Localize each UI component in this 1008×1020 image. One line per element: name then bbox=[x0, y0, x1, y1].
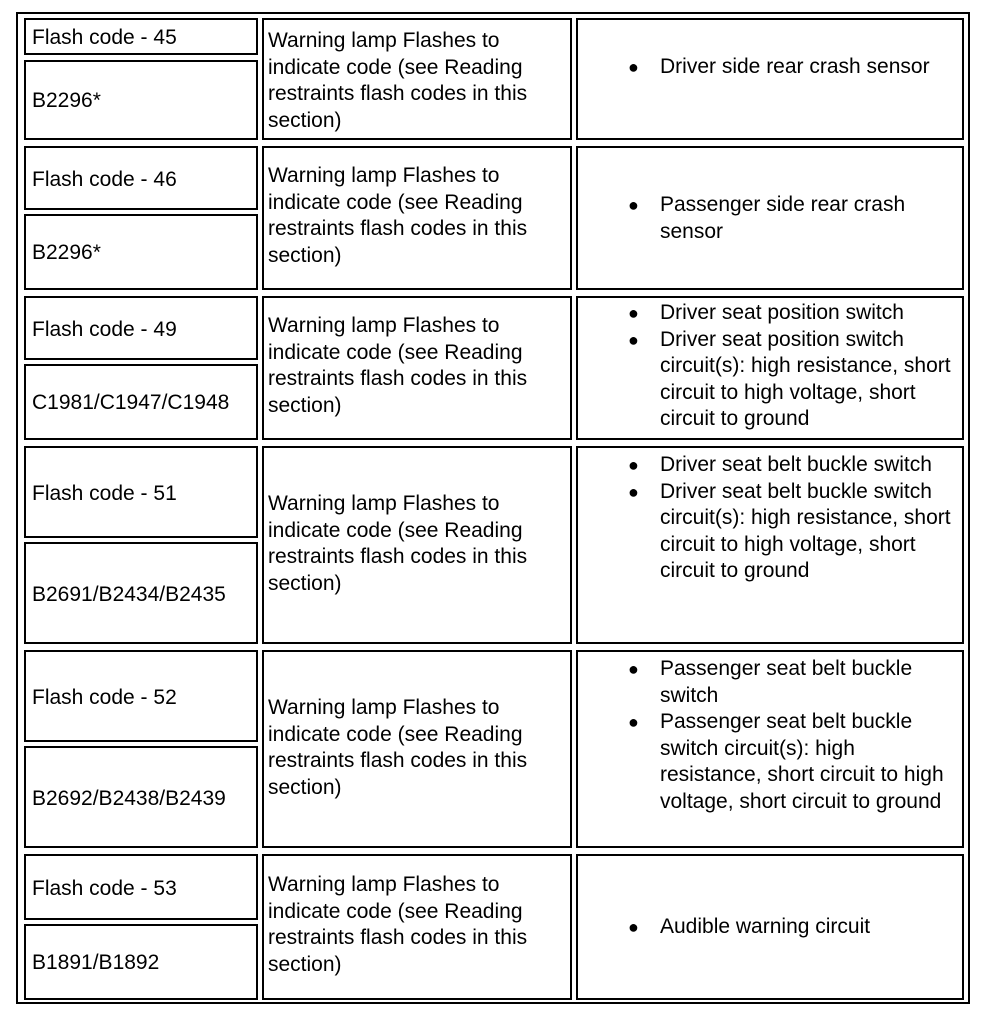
cause-item: ● Driver side rear crash sensor bbox=[578, 54, 962, 81]
bullet-icon: ● bbox=[628, 57, 639, 77]
causes-list bbox=[578, 192, 962, 245]
cause-item: ● Driver seat belt buckle switch bbox=[578, 452, 962, 479]
flash-code-cell bbox=[24, 146, 258, 210]
warning-text: Warning lamp Flashes to indicate code (see Reading restraints flash codes in this section) bbox=[268, 492, 528, 595]
flash-code: Flash code - 46 bbox=[32, 168, 177, 191]
bullet-icon: ● bbox=[628, 481, 639, 502]
dtc-cell bbox=[24, 542, 258, 644]
cause-item: ● Audible warning circuit bbox=[578, 914, 962, 941]
cause-item: ● Driver seat belt buckle switch circuit(s): high resistance, short circuit to high voltage, short circuit to ground bbox=[628, 479, 951, 583]
flash-code-cell bbox=[24, 650, 258, 742]
warning-cell bbox=[262, 18, 572, 140]
table-row bbox=[18, 142, 968, 292]
dtc-code: B2296* bbox=[32, 241, 101, 264]
warning-text: Warning lamp Flashes to indicate code (see Reading restraints flash codes in this section) bbox=[268, 164, 528, 267]
dtc-code: B2692/B2438/B2439 bbox=[32, 787, 226, 810]
flash-code: Flash code - 49 bbox=[32, 318, 177, 341]
warning-text: Warning lamp Flashes to indicate code (see Reading restraints flash codes in this section) bbox=[268, 29, 528, 132]
causes-list bbox=[578, 656, 962, 816]
causes-cell bbox=[576, 18, 964, 140]
cause-item: ● Passenger side rear crash sensor bbox=[628, 193, 906, 243]
causes-cell bbox=[576, 446, 964, 644]
causes-cell bbox=[576, 296, 964, 440]
dtc-cell bbox=[24, 924, 258, 1000]
flash-code-table bbox=[16, 12, 970, 1004]
warning-text: Warning lamp Flashes to indicate code (see Reading restraints flash codes in this section) bbox=[268, 696, 528, 799]
flash-code-cell bbox=[24, 296, 258, 360]
dtc-cell bbox=[24, 746, 258, 848]
causes-list bbox=[578, 914, 962, 941]
cause-item: ● Driver seat position switch bbox=[578, 300, 962, 327]
causes-list bbox=[578, 54, 962, 81]
bullet-icon: ● bbox=[628, 712, 639, 733]
causes-list bbox=[578, 452, 962, 585]
dtc-cell bbox=[24, 214, 258, 290]
warning-cell bbox=[262, 650, 572, 848]
flash-code-cell bbox=[24, 18, 258, 55]
table-row bbox=[18, 442, 968, 646]
warning-cell bbox=[262, 854, 572, 1000]
table-row bbox=[18, 646, 968, 850]
table-row bbox=[18, 850, 968, 1002]
causes-cell bbox=[576, 854, 964, 1000]
bullet-icon: ● bbox=[628, 195, 639, 215]
dtc-code: B1891/B1892 bbox=[32, 951, 160, 974]
warning-cell bbox=[262, 146, 572, 290]
dtc-code: B2691/B2434/B2435 bbox=[32, 583, 226, 606]
flash-code-cell bbox=[24, 446, 258, 538]
flash-code-cell bbox=[24, 854, 258, 920]
cause-item: ● Passenger seat belt buckle switch bbox=[628, 657, 913, 707]
bullet-icon: ● bbox=[628, 455, 639, 475]
flash-code: Flash code - 53 bbox=[32, 877, 177, 900]
warning-cell bbox=[262, 296, 572, 440]
warning-text: Warning lamp Flashes to indicate code (see Reading restraints flash codes in this section) bbox=[268, 873, 528, 976]
causes-cell bbox=[576, 650, 964, 848]
warning-text: Warning lamp Flashes to indicate code (see Reading restraints flash codes in this section) bbox=[268, 314, 528, 417]
flash-code: Flash code - 51 bbox=[32, 482, 177, 505]
dtc-code: C1981/C1947/C1948 bbox=[32, 391, 230, 414]
warning-cell bbox=[262, 446, 572, 644]
cause-item: ● Driver seat position switch circuit(s): high resistance, short circuit to high voltage, short circuit to ground bbox=[628, 327, 951, 431]
table-row bbox=[18, 14, 968, 142]
dtc-cell bbox=[24, 60, 258, 140]
causes-cell bbox=[576, 146, 964, 290]
causes-list bbox=[578, 300, 962, 433]
flash-code: Flash code - 45 bbox=[32, 26, 177, 49]
bullet-icon: ● bbox=[628, 659, 639, 679]
dtc-cell bbox=[24, 364, 258, 440]
dtc-code: B2296* bbox=[32, 89, 101, 112]
flash-code: Flash code - 52 bbox=[32, 686, 177, 709]
bullet-icon: ● bbox=[628, 303, 639, 323]
cause-item: ● Passenger seat belt buckle switch circuit(s): high resistance, short circuit to high voltage, short circuit to ground bbox=[628, 710, 944, 813]
table-row bbox=[18, 292, 968, 442]
bullet-icon: ● bbox=[628, 329, 639, 350]
bullet-icon: ● bbox=[628, 917, 639, 937]
